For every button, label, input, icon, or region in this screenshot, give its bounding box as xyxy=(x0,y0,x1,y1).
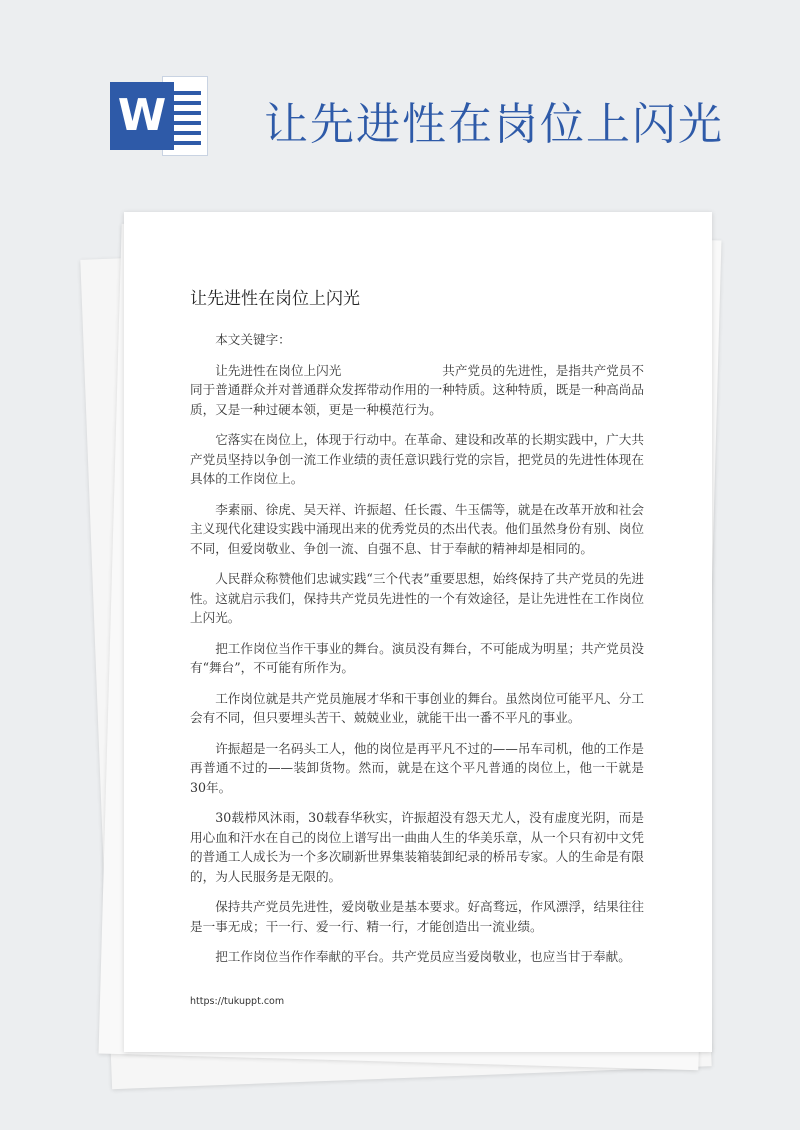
banner-title: 让先进性在岗位上闪光 xyxy=(264,99,724,150)
paragraph: 30载栉风沐雨，30载春华秋实，许振超没有怨天尤人，没有虚度光阴，而是用心血和汗水在自己的岗位上谱写出一曲曲人生的华美乐章，从一个只有初中文凭的普通工人成长为一个多次刷新世界集装箱装卸纪录的桥吊专家。人的生命是有限的，为人民服务是无限的。 xyxy=(190,810,644,884)
paragraph: 把工作岗位当作干事业的舞台。演员没有舞台，不可能成为明星；共产党员没有“舞台”，不可能有所作为。 xyxy=(190,640,644,675)
banner-header xyxy=(0,0,800,200)
keywords-label: 本文关键字： xyxy=(215,332,291,347)
footer-url[interactable]: https://tukuppt.com xyxy=(190,996,285,1007)
paragraph: 人民群众称赞他们忠诚实践“三个代表”重要思想，始终保持了共产党员的先进性。这就启示我们，保持共产党员先进性的一个有效途径，是让先进性在工作岗位上闪光。 xyxy=(190,571,644,625)
document-body xyxy=(190,330,644,978)
paragraph: 让先进性在岗位上闪光 共产党员的先进性，是指共产党员不同于普通群众并对普通群众发挥带动作用的一种特质。这种特质，既是一种高尚品质，又是一种过硬本领，更是一种模范行为。 xyxy=(190,362,644,417)
paragraph: 工作岗位就是共产党员施展才华和干事创业的舞台。虽然岗位可能平凡、分工会有不同，但只要埋头苦干、兢兢业业，就能干出一番不平凡的事业。 xyxy=(190,690,644,725)
paragraph: 保持共产党员先进性，爱岗敬业是基本要求。好高骛远，作风漂浮，结果往往是一事无成；干一行、爱一行、精一行，才能创造出一流业绩。 xyxy=(190,899,644,934)
word-document-icon xyxy=(110,72,208,162)
paragraph: 把工作岗位当作作奉献的平台。共产党员应当爱岗敬业，也应当甘于奉献。 xyxy=(215,949,631,964)
document-title: 让先进性在岗位上闪光 xyxy=(190,289,360,309)
paragraph: 李素丽、徐虎、吴天祥、许振超、任长霞、牛玉儒等，就是在改革开放和社会主义现代化建设实践中涌现出来的优秀党员的杰出代表。他们虽然身份有别、岗位不同，但爱岗敬业、争创一流、自强不息、甘于奉献的精神却是相同的。 xyxy=(190,501,644,556)
document-page xyxy=(124,212,712,1052)
paragraph: 它落实在岗位上，体现于行动中。在革命、建设和改革的长期实践中，广大共产党员坚持以争创一流工作业绩的责任意识践行党的宗旨，把党员的先进性体现在具体的工作岗位上。 xyxy=(190,432,644,486)
word-letter-badge: W xyxy=(110,82,174,150)
paragraph: 许振超是一名码头工人，他的岗位是再平凡不过的——吊车司机，他的工作是再普通不过的——装卸货物。然而，就是在这个平凡普通的岗位上，他一干就是30年。 xyxy=(190,740,644,795)
